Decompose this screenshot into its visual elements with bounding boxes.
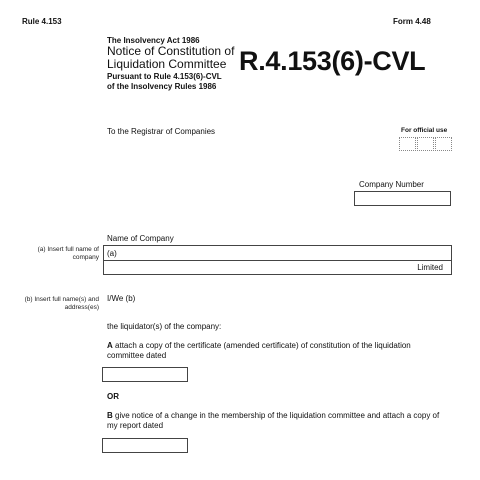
form-number: Form 4.48 <box>393 17 431 26</box>
form-title <box>107 45 234 71</box>
option-b-text <box>107 411 452 430</box>
company-name-divider <box>104 260 451 261</box>
liquidator-label: I/We (b) <box>107 294 136 303</box>
act-name: The Insolvency Act 1986 <box>107 36 200 45</box>
option-b-line1 <box>107 411 452 421</box>
company-name-prefix: (a) <box>107 249 117 258</box>
option-a-text-line2: committee dated <box>107 350 167 360</box>
option-b-letter: B <box>107 411 113 420</box>
company-name-suffix: Limited <box>417 263 443 272</box>
company-name-field[interactable] <box>103 245 452 275</box>
company-number-field[interactable] <box>354 191 451 206</box>
company-name-note-line2: company <box>72 254 99 262</box>
rule-number: Rule 4.153 <box>22 17 62 26</box>
official-use-label: For official use <box>401 127 448 134</box>
or-separator: OR <box>107 392 119 401</box>
form-title-line2: Liquidation Committee <box>107 57 227 71</box>
option-b-text-line2: my report dated <box>107 420 164 430</box>
date-a-field[interactable] <box>102 367 188 382</box>
option-b-text-line1: give notice of a change in the membership of the liquidation committee and attach a copy of <box>115 411 440 420</box>
liquidator-note-line2: address(es) <box>64 304 99 312</box>
official-use-cell-2 <box>417 137 434 151</box>
pursuant-line2: of the Insolvency Rules 1986 <box>107 81 217 91</box>
form-code: R.4.153(6)-CVL <box>239 46 426 76</box>
official-use-cell-3 <box>435 137 452 151</box>
form-title-line1: Notice of Constitution of <box>107 44 235 58</box>
company-number-label: Company Number <box>359 180 424 189</box>
registrar-text: To the Registrar of Companies <box>107 127 216 136</box>
company-name-label: Name of Company <box>107 234 174 243</box>
option-a-line1 <box>107 341 452 351</box>
company-name-margin-note <box>10 246 99 263</box>
pursuant-line1: Pursuant to Rule 4.153(6)-CVL <box>107 72 222 81</box>
option-a-text-line1: attach a copy of the certificate (amended certificate) of constitution of the liquidation <box>115 341 411 350</box>
option-a-text <box>107 341 452 360</box>
pursuant-text <box>107 72 222 91</box>
company-name-note-line1: (a) Insert full name of <box>37 246 99 253</box>
date-b-field[interactable] <box>102 438 188 453</box>
liquidator-note-line1: (b) Insert full name(s) and <box>24 296 99 303</box>
liquidator-margin-note <box>10 296 99 313</box>
option-a-letter: A <box>107 341 113 350</box>
official-use-cell-1 <box>399 137 416 151</box>
liquidator-statement: the liquidator(s) of the company: <box>107 322 222 331</box>
